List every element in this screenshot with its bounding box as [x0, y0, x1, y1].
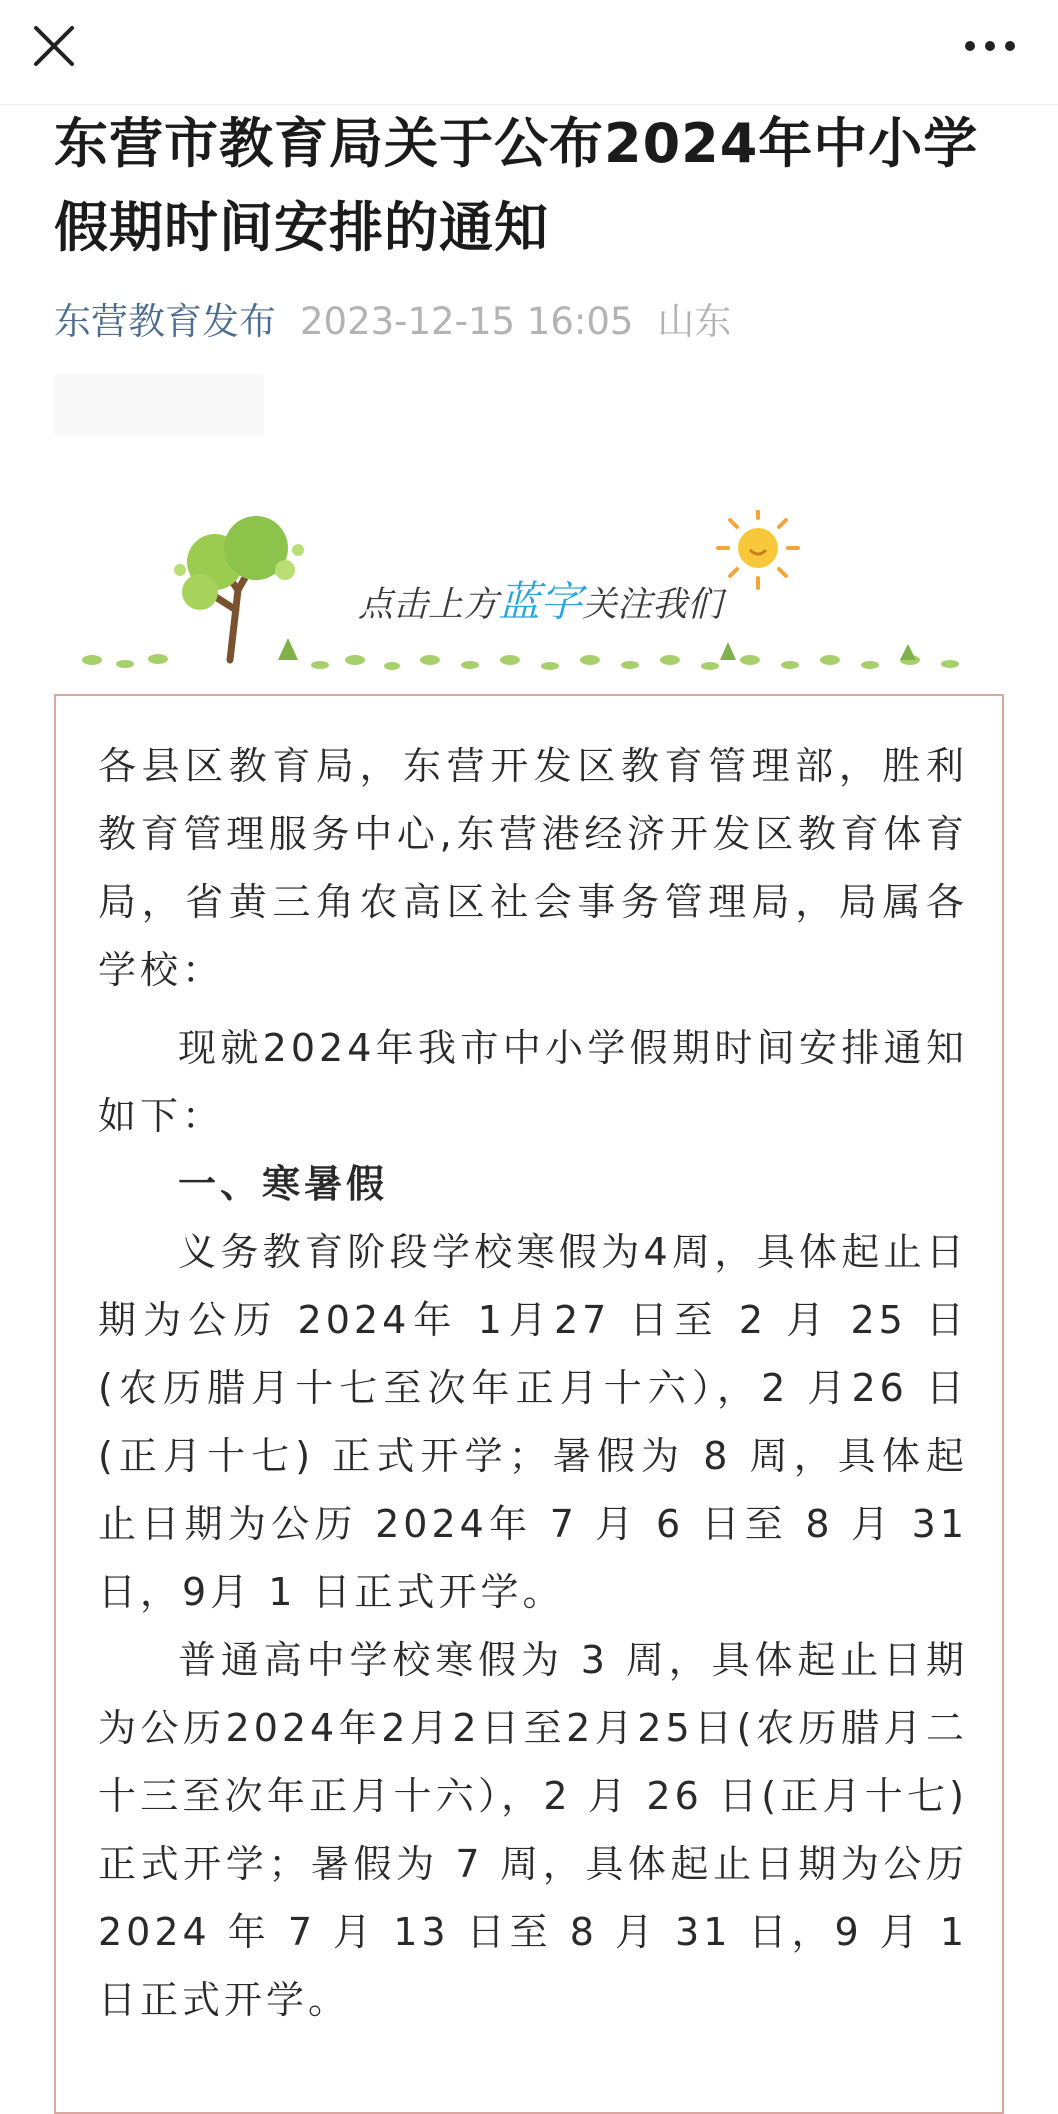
- follow-prompt-suffix: 关注我们: [582, 585, 723, 625]
- high-school-paragraph: 普通高中学校寒假为 3 周，具体起止日期为公历2024年2月2日至2月25日(农历腊月二十三至次年正月十六），2 月 26 日(正月十七) 正式开学；暑假为 7 周，具体起止日期为公历 2024 年 7 月 13 日至 8 月 31 日，9 月 1 日正式开学。: [98, 1638, 968, 2022]
- close-icon: [28, 20, 80, 72]
- leaf-trail-decoration: [82, 642, 959, 670]
- compulsory-education-paragraph: 义务教育阶段学校寒假为4周，具体起止日期为公历 2024年 1月27 日至 2 月 25 日(农历腊月十七至次年正月十六），2 月26 日(正月十七) 正式开学；暑假为 8 周，具体起止日期为公历 2024年 7 月 6 日至 8 月 31 日，9月 1 日正式开学。: [98, 1230, 968, 1614]
- close-button[interactable]: [28, 20, 80, 72]
- author-link[interactable]: 东营教育发布: [54, 300, 276, 343]
- top-nav-bar: [0, 0, 1058, 105]
- section-heading-vacations: 一、寒暑假: [178, 1162, 389, 1206]
- follow-prompt-prefix: 点击上方: [358, 585, 499, 625]
- notice-box: [54, 694, 1004, 2114]
- publish-date: 2023-12-15 16:05: [300, 300, 634, 343]
- tree-icon: [174, 516, 304, 660]
- more-dots-icon: [960, 24, 1020, 68]
- article-title: 东营市教育局关于公布2024年中小学假期时间安排的通知: [54, 112, 979, 259]
- more-options-button[interactable]: [960, 24, 1020, 68]
- intro-paragraph: 现就2024年我市中小学假期时间安排通知如下：: [98, 1026, 968, 1138]
- follow-prompt-highlight: 蓝字: [498, 577, 583, 626]
- notice-body: [98, 732, 968, 2034]
- sun-icon: [718, 510, 798, 588]
- addressees-paragraph: 各县区教育局，东营开发区教育管理部，胜利教育管理服务中心,东营港经济开发区教育体育局，省黄三角农高区社会事务管理局，局属各学校：: [98, 744, 968, 992]
- publish-location: 山东: [657, 300, 732, 343]
- blurred-area: [54, 374, 264, 436]
- follow-prompt: [358, 578, 722, 629]
- article-meta: [54, 294, 731, 350]
- follow-banner[interactable]: [80, 510, 980, 680]
